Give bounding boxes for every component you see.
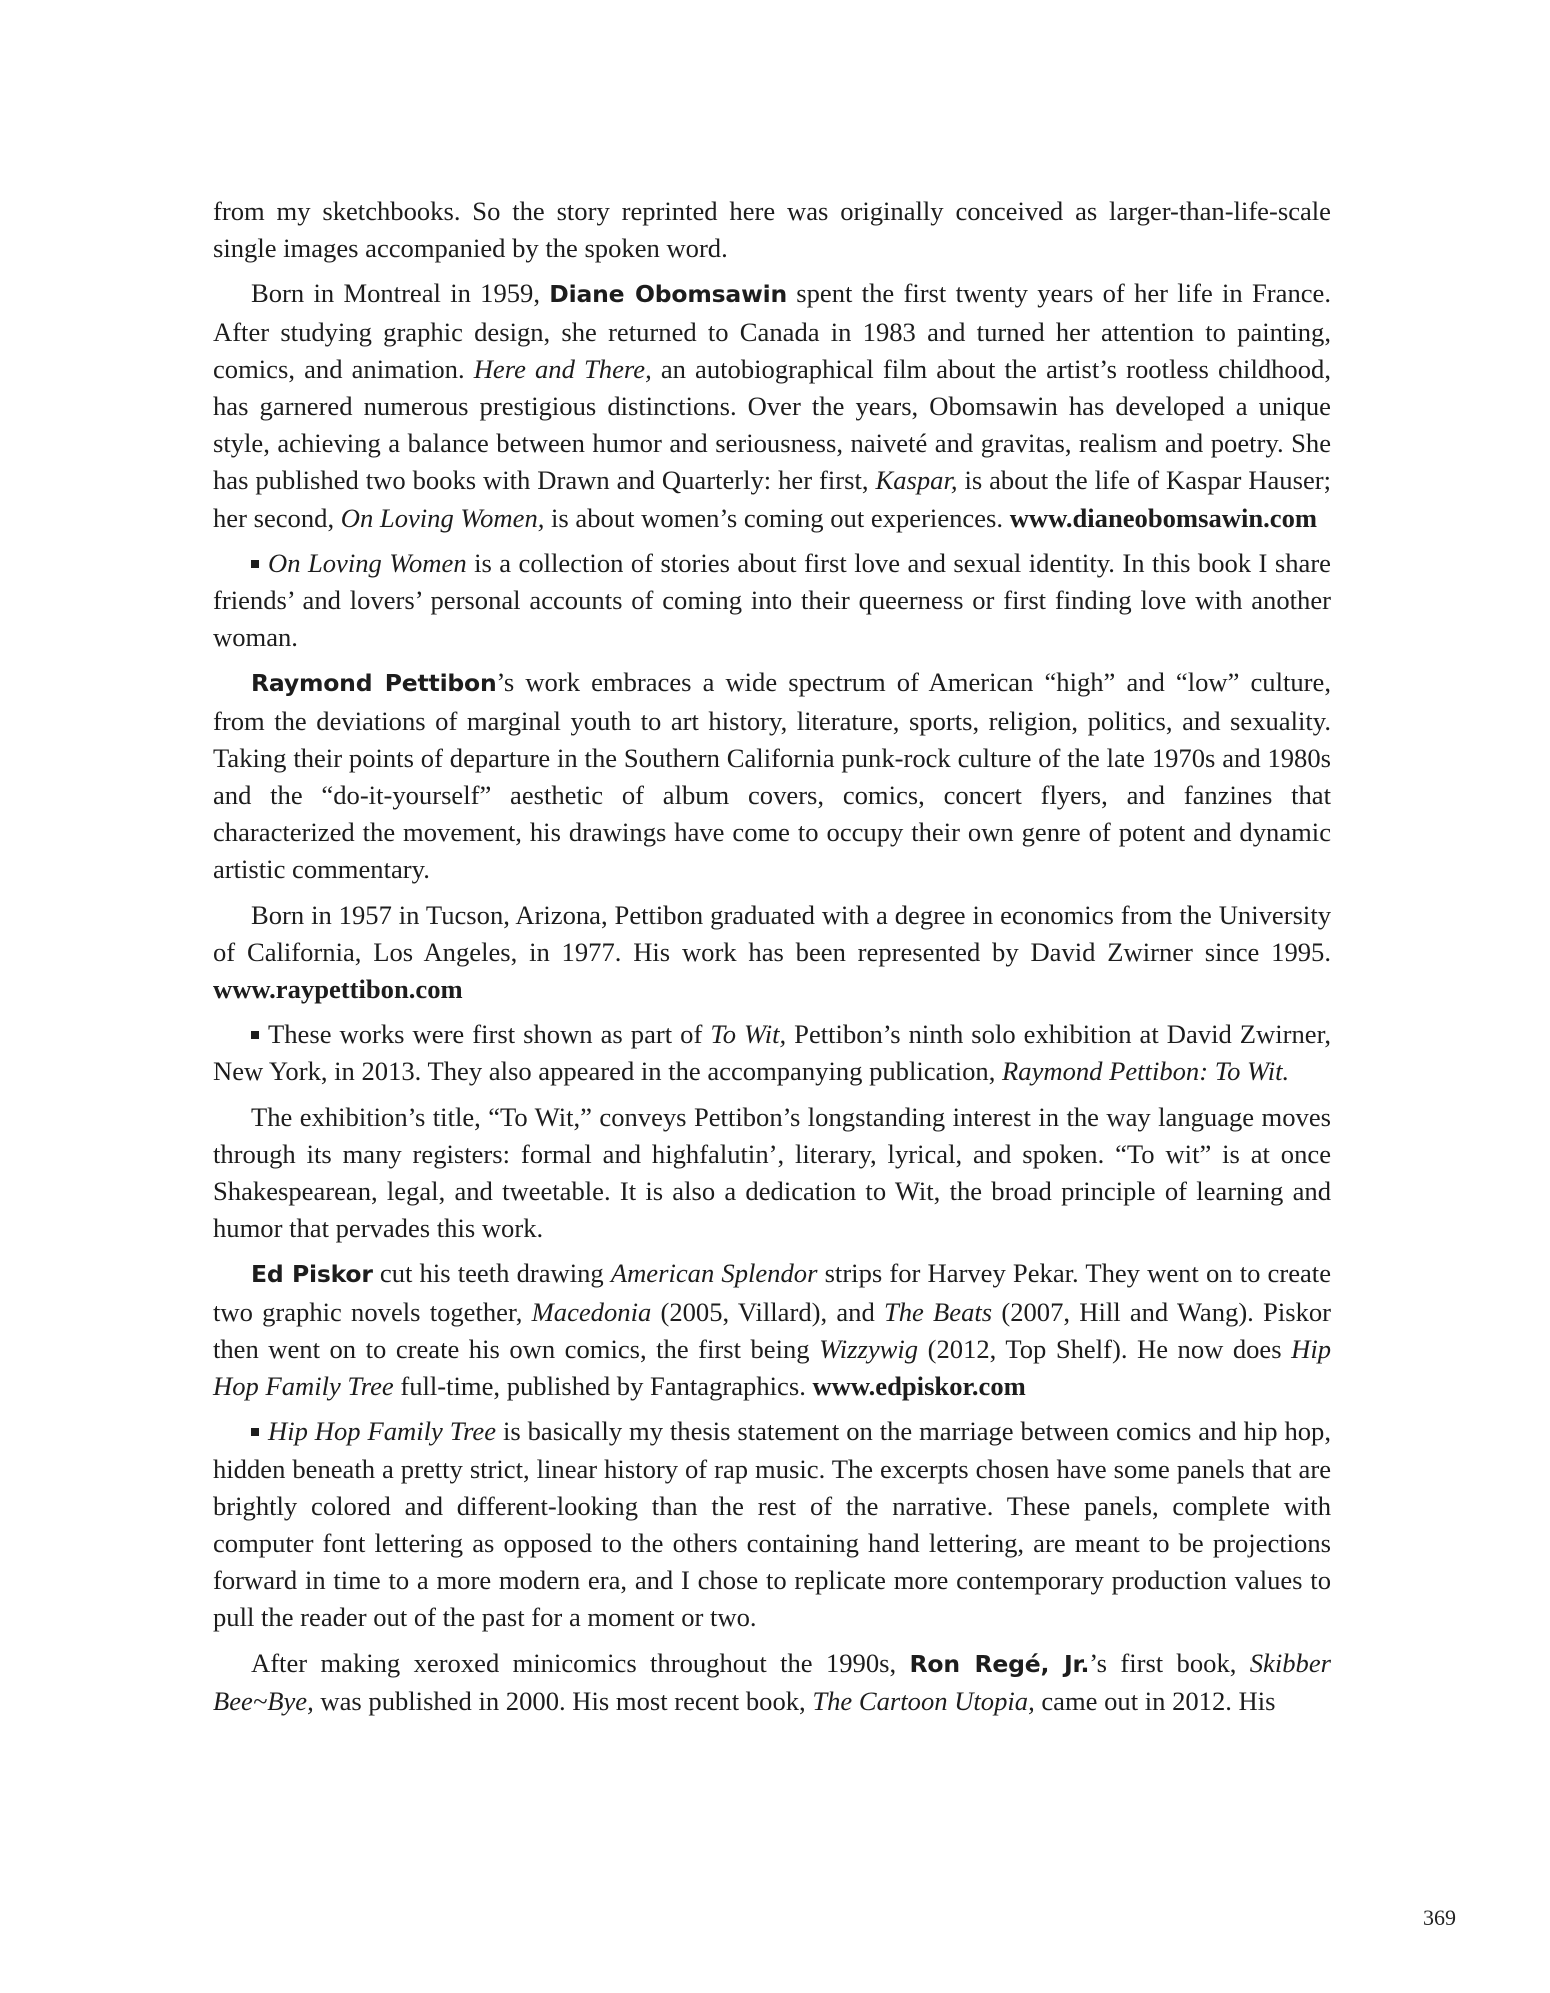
paragraph-pettibon-bio: Raymond Pettibon’s work embraces a wide spectrum of American “high” and “low” culture, from the deviations of marginal youth to art history, literature, sports, religion, politics, and sexuality. Taking their points of departure in the Southern California punk-rock culture of the late 1970s and 1980s and the “do-it-yourself” aesthetic of album covers, comics, concert flyers, and fanzines that characterized the movement, his drawings have come to occupy their own genre of potent and dynamic artistic commentary. — [213, 667, 1331, 885]
title-italic: The Cartoon Utopia, — [812, 1685, 1035, 1716]
page-body — [213, 193, 1331, 1728]
artist-name: Ron Regé, Jr. — [909, 1649, 1090, 1678]
artist-website-link[interactable]: www.dianeobomsawin.com — [1009, 502, 1318, 533]
paragraph-pettibon-bio-2: Born in 1957 in Tucson, Arizona, Pettibon graduated with a degree in economics from the University of California, Los Angeles, in 1977. His work has been represented by David Zwirner since 1995. www.raypettibon.com — [213, 899, 1331, 1005]
title-italic: Hip Hop Family Tree — [213, 1333, 1331, 1402]
artist-name: Raymond Pettibon — [251, 669, 497, 698]
paragraph-piskor-statement: Hip Hop Family Tree is basically my thesis statement on the marriage between comics and hip hop, hidden beneath a pretty strict, linear history of rap music. The excerpts chosen have some panels that are brightly colored and different-looking than the rest of the narrative. These panels, complete with computer font lettering as opposed to the others containing hand lettering, are meant to be projections forward in time to a more modern era, and I chose to replicate more contemporary production values to pull the reader out of the past for a moment or two. — [213, 1416, 1331, 1633]
bullet-square-icon — [251, 1031, 259, 1039]
title-italic: Hip Hop Family Tree — [268, 1416, 497, 1447]
title-italic: Macedonia — [531, 1296, 652, 1327]
title-italic: To Wit, — [710, 1019, 787, 1050]
title-italic: Kaspar, — [875, 465, 958, 496]
artist-website-link[interactable]: www.raypettibon.com — [213, 974, 463, 1005]
title-italic: Raymond Pettibon: To Wit. — [1002, 1056, 1290, 1087]
artist-name: Diane Obomsawin — [549, 280, 787, 309]
paragraph-rege-bio: After making xeroxed minicomics throughout the 1990s, Ron Regé, Jr.’s first book, Skibber Bee~Bye, was published in 2000. His most recent book, The Cartoon Utopia, came out in 2012. His — [213, 1647, 1331, 1716]
artist-name: Ed Piskor — [251, 1260, 373, 1289]
paragraph-obomsawin-bio: Born in Montreal in 1959, Diane Obomsawin spent the first twenty years of her life in France. After studying graphic design, she returned to Canada in 1983 and turned her attention to painting, comics, and animation. Here and There, an autobiographical film about the artist’s rootless childhood, has garnered numerous prestigious distinctions. Over the years, Obomsawin has developed a unique style, achieving a balance between humor and seriousness, naiveté and gravitas, realism and poetry. She has published two books with Drawn and Quarterly: her first, Kaspar, is about the life of Kaspar Hauser; her second, On Loving Women, is about women’s coming out experiences. www.dianeobomsawin.com — [213, 278, 1332, 533]
paragraph-sketchbooks — [213, 193, 1331, 267]
bullet-square-icon — [251, 560, 259, 568]
title-italic: Wizzywig — [819, 1333, 919, 1364]
page-number: 369 — [1423, 1905, 1456, 1930]
title-italic: On Loving Women, — [340, 502, 545, 533]
paragraph-piskor-bio: Ed Piskor cut his teeth drawing American Splendor strips for Harvey Pekar. They went on to create two graphic novels together, Macedonia (2005, Villard), and The Beats (2007, Hill and Wang). Piskor then went on to create his own comics, the first being Wizzywig (2012, Top Shelf). He now does Hip Hop Family Tree full-time, published by Fantagraphics. www.edpiskor.com — [213, 1258, 1332, 1402]
paragraph-obomsawin-statement: On Loving Women is a collection of stories about first love and sexual identity. In this book I share friends’ and lovers’ personal accounts of coming into their queerness or first finding love with another woman. — [213, 547, 1331, 653]
artist-website-link[interactable]: www.edpiskor.com — [812, 1371, 1026, 1402]
title-italic: The Beats — [883, 1296, 993, 1327]
title-italic: Here and There, — [473, 353, 652, 384]
title-italic: Skibber Bee~Bye, — [213, 1647, 1331, 1716]
title-italic: American Splendor — [610, 1258, 818, 1289]
paragraph-text: from my sketchbooks. So the story reprinted here was originally conceived as larger-than-life-scale single images accompanied by the spoken word. — [213, 196, 1331, 264]
paragraph-pettibon-statement: These works were first shown as part of To Wit, Pettibon’s ninth solo exhibition at David Zwirner, New York, in 2013. They also appeared in the accompanying publication, Raymond Pettibon: To Wit. — [213, 1019, 1332, 1087]
paragraph-to-wit: The exhibition’s title, “To Wit,” conveys Pettibon’s longstanding interest in the way language moves through its many registers: formal and highfalutin’, literary, lyrical, and spoken. “To wit” is at once Shakespearean, legal, and tweetable. It is also a dedication to Wit, the broad principle of learning and humor that pervades this work. — [213, 1101, 1331, 1244]
bullet-square-icon — [251, 1428, 259, 1436]
title-italic: On Loving Women — [268, 547, 467, 578]
